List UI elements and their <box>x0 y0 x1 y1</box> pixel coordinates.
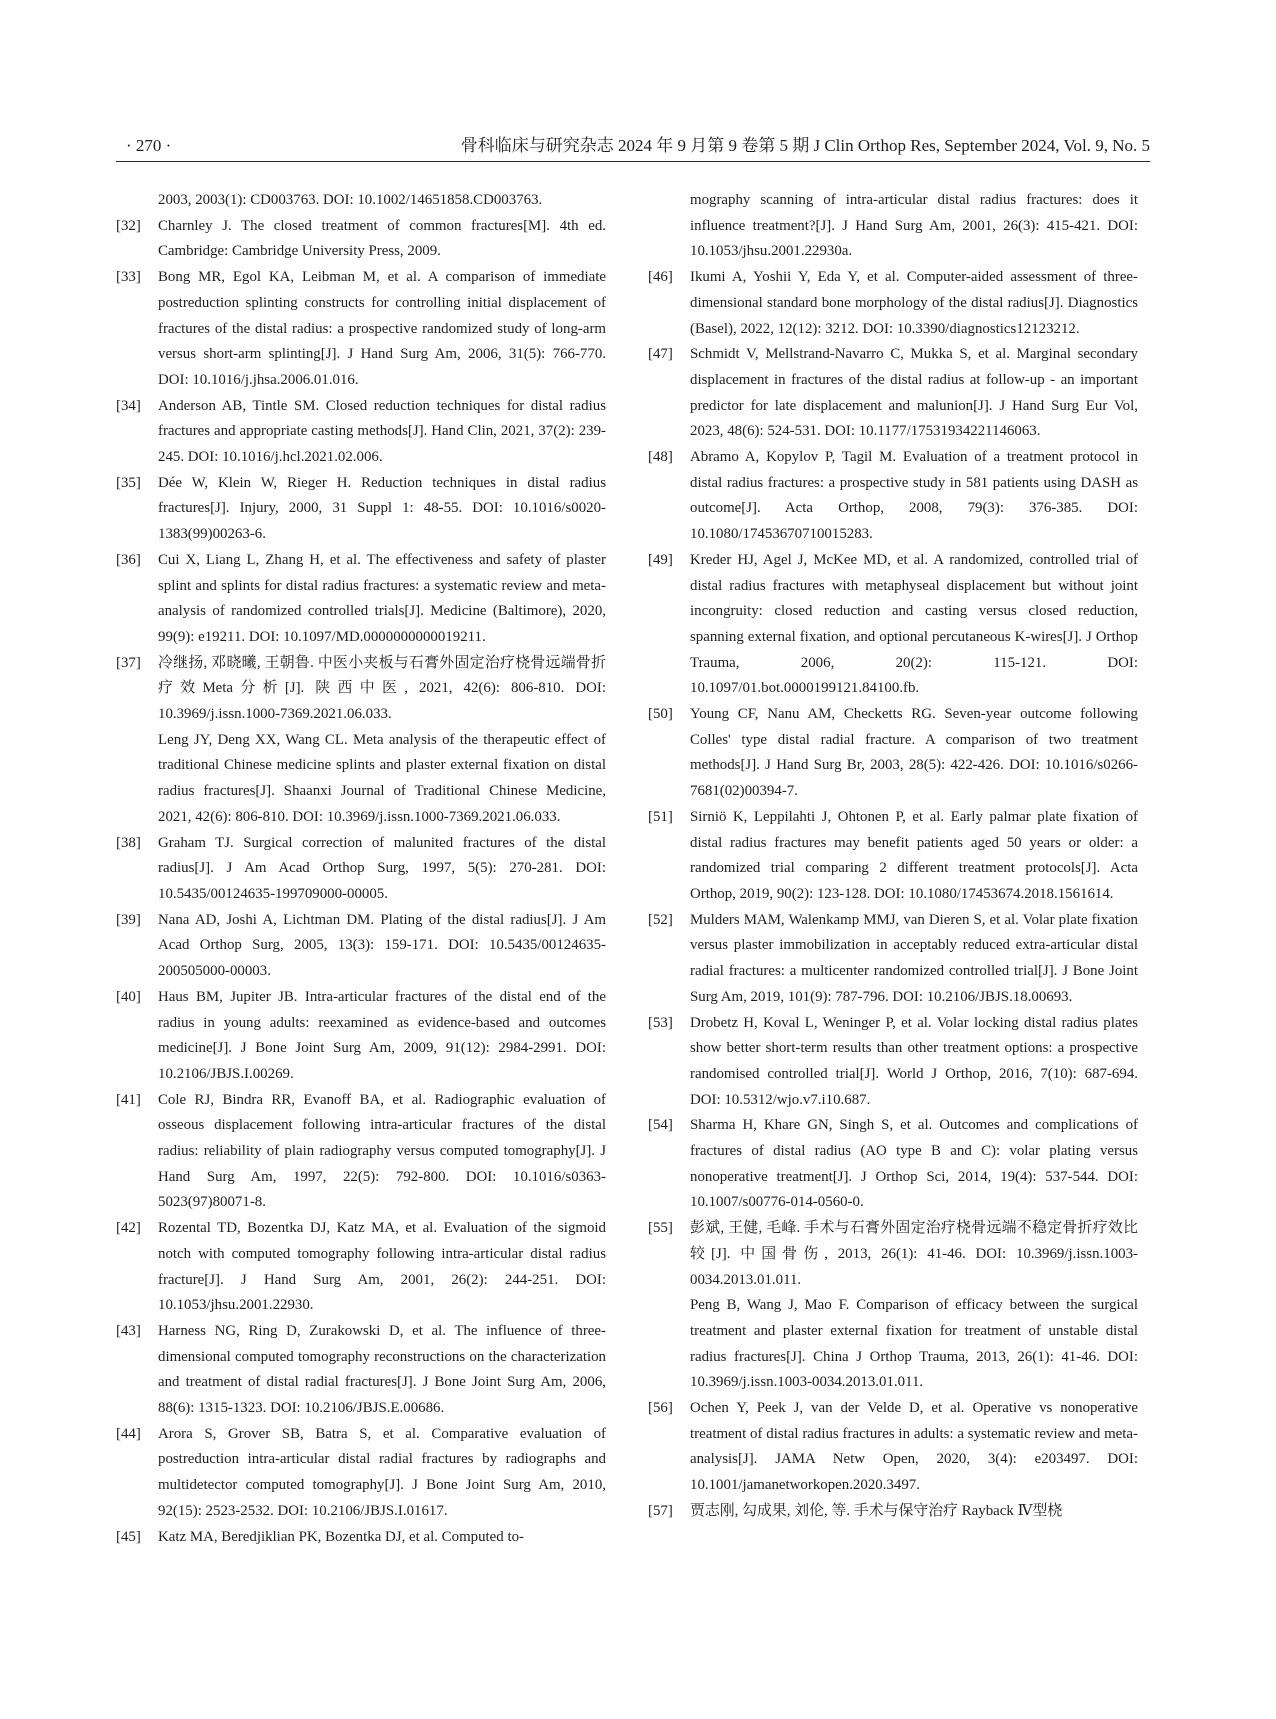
reference-text <box>158 831 606 908</box>
reference-text <box>158 214 606 265</box>
reference-paragraph: Charnley J. The closed treatment of common fractures[M]. 4th ed. Cambridge: Cambridge University Press, 2009. <box>158 217 606 260</box>
reference-continuation <box>648 188 1138 265</box>
reference-text <box>158 188 606 214</box>
reference-number: [57] <box>648 1502 673 1519</box>
reference-number: [39] <box>116 911 141 928</box>
reference-paragraph: Bong MR, Egol KA, Leibman M, et al. A comparison of immediate postreduction splinting constructs for controlling initial displacement of fractures of the distal radius: a prospective randomized study of long-arm versus short-arm splinting[J]. J Hand Surg Am, 2006, 31(5): 766-770. DOI: 10.1016/j.jhsa.2006.01.016. <box>158 269 606 388</box>
reference-number: [40] <box>116 988 141 1005</box>
reference-number: [45] <box>116 1528 141 1545</box>
reference-number: [37] <box>116 654 141 671</box>
reference-entry <box>648 445 1138 548</box>
reference-text <box>158 908 606 985</box>
reference-paragraph: Harness NG, Ring D, Zurakowski D, et al. The influence of three-dimensional computed tomography reconstructions on the characterization and treatment of distal radial fractures[J]. J Bone Joint Surg Am, 2006, 88(6): 1315-1323. DOI: 10.2106/JBJS.E.00686. <box>158 1322 606 1417</box>
reference-text <box>690 1113 1138 1216</box>
reference-text <box>158 1319 606 1422</box>
reference-number: [47] <box>648 346 673 363</box>
reference-column-right <box>648 188 1138 1525</box>
reference-text <box>690 908 1138 1011</box>
reference-paragraph: Drobetz H, Koval L, Weninger P, et al. Volar locking distal radius plates show better short-term results than other treatment options: a prospective randomised controlled trial[J]. World J Orthop, 2016, 7(10): 687-694. DOI: 10.5312/wjo.v7.i10.687. <box>690 1014 1138 1108</box>
reference-number: [34] <box>116 397 141 414</box>
journal-running-title: 骨科临床与研究杂志 2024 年 9 月第 9 卷第 5 期 J Clin Orthop Res, September 2024, Vol. 9, No. 5 <box>460 136 1150 155</box>
reference-paragraph: Schmidt V, Mellstrand-Navarro C, Mukka S, et al. Marginal secondary displacement in fractures of the distal radius at follow-up - an important predictor for late displacement and malunion[J]. J Hand Surg Eur Vol, 2023, 48(6): 524-531. DOI: 10.1177/17531934221146063. <box>690 346 1138 440</box>
reference-paragraph: Ikumi A, Yoshii Y, Eda Y, et al. Computer-aided assessment of three-dimensional standard bone morphology of the distal radius[J]. Diagnostics (Basel), 2022, 12(12): 3212. DOI: 10.3390/diagnostics12123212. <box>690 269 1138 337</box>
reference-text <box>158 985 606 1088</box>
reference-text <box>158 265 606 394</box>
header-rule <box>116 161 1150 162</box>
reference-text <box>158 1216 606 1319</box>
reference-text <box>158 1422 606 1525</box>
reference-text <box>690 702 1138 805</box>
reference-number: [41] <box>116 1091 141 1108</box>
reference-text <box>158 1088 606 1217</box>
reference-paragraph: Mulders MAM, Walenkamp MMJ, van Dieren S, et al. Volar plate fixation versus plaster immobilization in acceptably reduced extra-articular distal radial fractures: a multicenter randomized controlled trial[J]. J Bone Joint Surg Am, 2019, 101(9): 787-796. DOI: 10.2106/JBJS.18.00693. <box>690 911 1138 1005</box>
reference-entry <box>116 908 606 985</box>
reference-number: [36] <box>116 551 141 568</box>
page-header <box>116 131 1150 161</box>
reference-number: [52] <box>648 911 673 928</box>
reference-number: [50] <box>648 706 673 723</box>
reference-entry <box>116 548 606 651</box>
reference-text <box>158 651 606 831</box>
reference-paragraph: 彭斌, 王健, 毛峰. 手术与石膏外固定治疗桡骨远端不稳定骨折疗效比较[J]. 中国骨伤, 2013, 26(1): 41-46. DOI: 10.3969/j.issn.1003-0034.2013.01.011. <box>690 1220 1138 1288</box>
reference-paragraph: Katz MA, Beredjiklian PK, Bozentka DJ, et al. Computed to- <box>158 1528 524 1545</box>
reference-entry <box>648 702 1138 805</box>
reference-entry <box>116 651 606 831</box>
reference-paragraph: Haus BM, Jupiter JB. Intra-articular fractures of the distal end of the radius in young adults: reexamined as evidence-based and outcomes medicine[J]. J Bone Joint Surg Am, 2009, 91(12): 2984-2991. DOI: 10.2106/JBJS.I.00269. <box>158 988 606 1082</box>
reference-text <box>690 805 1138 908</box>
reference-entry <box>116 1319 606 1422</box>
reference-paragraph: Cui X, Liang L, Zhang H, et al. The effectiveness and safety of plaster splint and splints for distal radius fractures: a systematic review and meta-analysis of randomized controlled trials[J]. Medicine (Baltimore), 2020, 99(9): e19211. DOI: 10.1097/MD.0000000000019211. <box>158 551 606 645</box>
reference-column-left <box>116 188 606 1550</box>
reference-entry <box>116 471 606 548</box>
reference-number: [32] <box>116 217 141 234</box>
reference-entry <box>648 805 1138 908</box>
reference-paragraph: Nana AD, Joshi A, Lichtman DM. Plating of the distal radius[J]. J Am Acad Orthop Surg, 2005, 13(3): 159-171. DOI: 10.5435/00124635-200505000-00003. <box>158 911 606 980</box>
reference-paragraph: 冷继扬, 邓晓曦, 王朝鲁. 中医小夹板与石膏外固定治疗桡骨远端骨折疗效Meta分析[J]. 陕西中医, 2021, 42(6): 806-810. DOI: 10.3969/j.issn.1000-7369.2021.06.033. <box>158 654 606 723</box>
reference-paragraph: Sharma H, Khare GN, Singh S, et al. Outcomes and complications of fractures of distal radius (AO type B and C): volar plating versus nonoperative treatment[J]. J Orthop Sci, 2014, 19(4): 537-544. DOI: 10.1007/s00776-014-0560-0. <box>690 1117 1138 1211</box>
reference-entry <box>116 985 606 1088</box>
reference-paragraph: Rozental TD, Bozentka DJ, Katz MA, et al. Evaluation of the sigmoid notch with computed tomography following intra-articular distal radius fracture[J]. J Hand Surg Am, 2001, 26(2): 244-251. DOI: 10.1053/jhsu.2001.22930. <box>158 1220 606 1314</box>
reference-number: [46] <box>648 269 673 286</box>
reference-number: [49] <box>648 551 673 568</box>
reference-paragraph: Sirniö K, Leppilahti J, Ohtonen P, et al. Early palmar plate fixation of distal radius fractures may benefit patients aged 50 years or older: a randomized trial comparing 2 different treatment protocols[J]. Acta Orthop, 2019, 90(2): 123-128. DOI: 10.1080/17453674.2018.1561614. <box>690 808 1138 902</box>
reference-text <box>158 548 606 651</box>
reference-text <box>158 1525 606 1551</box>
reference-number: [43] <box>116 1322 141 1339</box>
reference-text <box>690 1499 1138 1525</box>
reference-paragraph: Graham TJ. Surgical correction of malunited fractures of the distal radius[J]. J Am Acad Orthop Surg, 1997, 5(5): 270-281. DOI: 10.5435/00124635-199709000-00005. <box>158 834 606 902</box>
reference-paragraph: Cole RJ, Bindra RR, Evanoff BA, et al. Radiographic evaluation of osseous displacement following intra-articular fractures of the distal radius: reliability of plain radiography versus computed tomography[J]. J Hand Surg Am, 1997, 22(5): 792-800. DOI: 10.1016/s0363-5023(97)80071-8. <box>158 1091 606 1211</box>
reference-entry <box>648 1216 1138 1396</box>
reference-paragraph: Dée W, Klein W, Rieger H. Reduction techniques in distal radius fractures[J]. Injury, 2000, 31 Suppl 1: 48-55. DOI: 10.1016/s0020-1383(99)00263-6. <box>158 474 606 543</box>
reference-paragraph: Arora S, Grover SB, Batra S, et al. Comparative evaluation of postreduction intra-articular distal radial fractures by radiographs and multidetector computed tomography[J]. J Bone Joint Surg Am, 2010, 92(15): 2523-2532. DOI: 10.2106/JBJS.I.01617. <box>158 1425 606 1519</box>
reference-continuation <box>116 188 606 214</box>
reference-paragraph: Leng JY, Deng XX, Wang CL. Meta analysis of the therapeutic effect of traditional Chinese medicine splints and plaster external fixation on distal radius fractures[J]. Shaanxi Journal of Traditional Chinese Medicine, 2021, 42(6): 806-810. DOI: 10.3969/j.issn.1000-7369.2021.06.033. <box>158 731 606 825</box>
reference-entry <box>116 1088 606 1217</box>
reference-paragraph: Anderson AB, Tintle SM. Closed reduction techniques for distal radius fractures and appropriate casting methods[J]. Hand Clin, 2021, 37(2): 239-245. DOI: 10.1016/j.hcl.2021.02.006. <box>158 397 606 466</box>
reference-paragraph: Peng B, Wang J, Mao F. Comparison of efficacy between the surgical treatment and plaster external fixation for treatment of unstable distal radius fractures[J]. China J Orthop Trauma, 2013, 26(1): 41-46. DOI: 10.3969/j.issn.1003-0034.2013.01.011. <box>690 1297 1138 1391</box>
reference-entry <box>648 342 1138 445</box>
reference-entry <box>648 1396 1138 1499</box>
reference-entry <box>116 831 606 908</box>
reference-paragraph: Young CF, Nanu AM, Checketts RG. Seven-year outcome following Colles' type distal radial fracture. A comparison of two treatment methods[J]. J Hand Surg Br, 2003, 28(5): 422-426. DOI: 10.1016/s0266-7681(02)00394-7. <box>690 706 1138 800</box>
reference-number: [56] <box>648 1400 673 1417</box>
reference-entry <box>116 394 606 471</box>
reference-entry <box>116 1525 606 1551</box>
reference-number: [51] <box>648 808 673 825</box>
reference-entry <box>648 908 1138 1011</box>
reference-paragraph: Abramo A, Kopylov P, Tagil M. Evaluation of a treatment protocol in distal radius fractures: a prospective study in 581 patients using DASH as outcome[J]. Acta Orthop, 2008, 79(3): 376-385. DOI: 10.1080/17453670710015283. <box>690 449 1138 543</box>
reference-text <box>690 188 1138 265</box>
reference-number: [33] <box>116 269 141 286</box>
reference-text <box>690 1216 1138 1396</box>
reference-entry <box>648 265 1138 342</box>
reference-number: [53] <box>648 1014 673 1031</box>
reference-paragraph: 2003, 2003(1): CD003763. DOI: 10.1002/14651858.CD003763. <box>158 192 543 208</box>
reference-text <box>690 548 1138 702</box>
reference-paragraph: Ochen Y, Peek J, van der Velde D, et al. Operative vs nonoperative treatment of distal radius fractures in adults: a systematic review and meta-analysis[J]. JAMA Netw Open, 2020, 3(4): e203497. DOI: 10.1001/jamanetworkopen.2020.3497. <box>690 1400 1138 1494</box>
reference-text <box>690 1011 1138 1114</box>
page-number: · 270 · <box>126 136 172 155</box>
reference-paragraph: Kreder HJ, Agel J, McKee MD, et al. A randomized, controlled trial of distal radius fractures with metaphyseal displacement but without joint incongruity: closed reduction and casting versus closed reduction, spanning external fixation, and optional percutaneous K-wires[J]. J Orthop Trauma, 2006, 20(2): 115-121. DOI: 10.1097/01.bot.0000199121.84100.fb. <box>690 551 1138 697</box>
reference-entry <box>116 265 606 394</box>
reference-text <box>158 394 606 471</box>
reference-number: [42] <box>116 1220 141 1237</box>
reference-text <box>690 1396 1138 1499</box>
reference-text <box>690 445 1138 548</box>
reference-number: [55] <box>648 1220 673 1237</box>
reference-text <box>690 265 1138 342</box>
reference-entry <box>116 214 606 265</box>
reference-number: [44] <box>116 1425 141 1442</box>
reference-number: [54] <box>648 1117 673 1134</box>
reference-entry <box>648 1113 1138 1216</box>
reference-number: [35] <box>116 474 141 491</box>
reference-entry <box>116 1216 606 1319</box>
reference-entry <box>648 1011 1138 1114</box>
reference-paragraph: 贾志刚, 勾成果, 刘伦, 等. 手术与保守治疗 Rayback Ⅳ型桡 <box>690 1502 1063 1519</box>
reference-text <box>690 342 1138 445</box>
reference-entry <box>648 1499 1138 1525</box>
reference-entry <box>648 548 1138 702</box>
reference-entry <box>116 1422 606 1525</box>
reference-text <box>158 471 606 548</box>
reference-paragraph: mography scanning of intra-articular distal radius fractures: does it influence treatment?[J]. J Hand Surg Am, 2001, 26(3): 415-421. DOI: 10.1053/jhsu.2001.22930a. <box>690 192 1138 260</box>
reference-number: [38] <box>116 834 141 851</box>
reference-number: [48] <box>648 449 673 466</box>
